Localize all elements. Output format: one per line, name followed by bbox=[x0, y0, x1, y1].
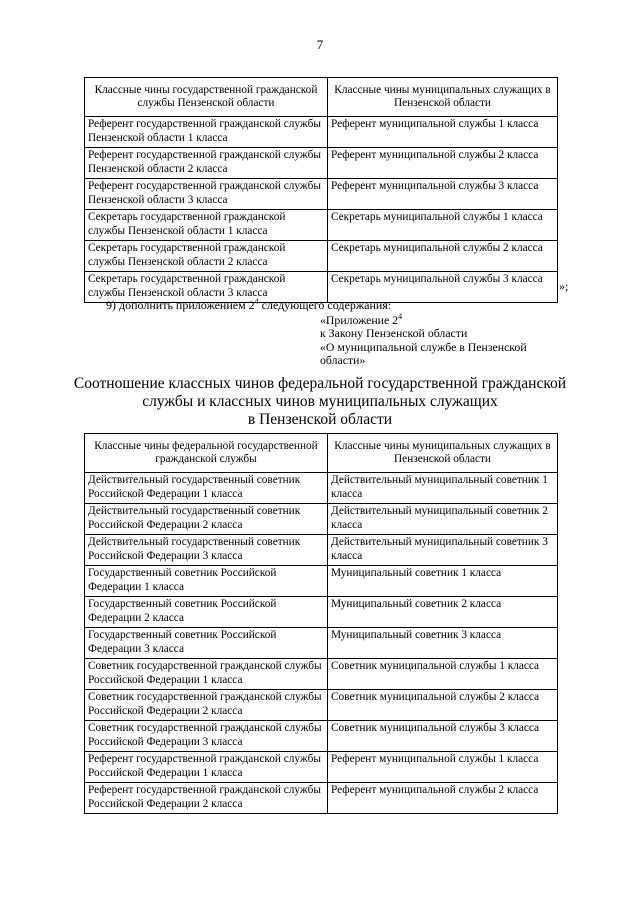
table-row bbox=[85, 659, 558, 690]
state-rank-cell: Действительный государственный советник Российской Федерации 2 класса bbox=[85, 504, 328, 535]
state-rank-cell: Референт государственной гражданской службы Пензенской области 2 класса bbox=[85, 148, 328, 179]
table-header-row bbox=[85, 434, 558, 473]
state-rank-cell: Действительный государственный советник Российской Федерации 3 класса bbox=[85, 535, 328, 566]
appendix-superscript: 4 bbox=[398, 312, 403, 321]
page-number: 7 bbox=[316, 37, 324, 52]
state-rank-cell: Референт государственной гражданской службы Российской Федерации 1 класса bbox=[85, 752, 328, 783]
table-row bbox=[85, 783, 558, 814]
state-rank-cell: Секретарь государственной гражданской службы Пензенской области 3 класса bbox=[85, 272, 328, 303]
state-rank-cell: Действительный государственный советник Российской Федерации 1 класса bbox=[85, 473, 328, 504]
table-row bbox=[85, 179, 558, 210]
state-rank-cell: Референт государственной гражданской службы Пензенской области 1 класса bbox=[85, 117, 328, 148]
municipal-rank-cell: Референт муниципальной службы 1 класса bbox=[328, 117, 558, 148]
regional-ranks-table bbox=[84, 77, 558, 303]
municipal-rank-cell: Референт муниципальной службы 2 класса bbox=[328, 783, 558, 814]
appendix-reference bbox=[320, 310, 560, 368]
municipal-rank-cell: Советник муниципальной службы 2 класса bbox=[328, 690, 558, 721]
municipal-rank-cell: Муниципальный советник 3 класса bbox=[328, 628, 558, 659]
title-line: в Пензенской области bbox=[247, 411, 393, 428]
municipal-rank-cell: Муниципальный советник 2 класса bbox=[328, 597, 558, 628]
table-row bbox=[85, 535, 558, 566]
municipal-rank-cell: Секретарь муниципальной службы 2 класса bbox=[328, 241, 558, 272]
state-rank-cell: Секретарь государственной гражданской службы Пензенской области 2 класса bbox=[85, 241, 328, 272]
state-rank-cell: Государственный советник Российской Федерации 1 класса bbox=[85, 566, 328, 597]
closing-quote: »; bbox=[559, 279, 569, 293]
table-header-row bbox=[85, 78, 558, 117]
municipal-rank-cell: Секретарь муниципальной службы 3 класса bbox=[328, 272, 558, 303]
municipal-rank-cell: Референт муниципальной службы 1 класса bbox=[328, 752, 558, 783]
municipal-rank-cell: Советник муниципальной службы 3 класса bbox=[328, 721, 558, 752]
municipal-rank-cell: Советник муниципальной службы 1 класса bbox=[328, 659, 558, 690]
state-rank-cell: Советник государственной гражданской службы Российской Федерации 2 класса bbox=[85, 690, 328, 721]
state-rank-cell: Советник государственной гражданской службы Российской Федерации 3 класса bbox=[85, 721, 328, 752]
municipal-rank-cell: Действительный муниципальный советник 1 класса bbox=[328, 473, 558, 504]
table-row bbox=[85, 117, 558, 148]
state-rank-cell: Советник государственной гражданской службы Российской Федерации 1 класса bbox=[85, 659, 328, 690]
state-rank-cell: Государственный советник Российской Федерации 3 класса bbox=[85, 628, 328, 659]
municipal-rank-cell: Действительный муниципальный советник 2 класса bbox=[328, 504, 558, 535]
document-title bbox=[40, 375, 600, 429]
title-line: службы и классных чинов муниципальных служащих bbox=[142, 393, 498, 410]
amendment-text-end: следующего содержания: bbox=[258, 298, 392, 312]
table-row bbox=[85, 721, 558, 752]
table-row bbox=[85, 148, 558, 179]
table-row bbox=[85, 628, 558, 659]
appendix-label: «Приложение 2 bbox=[320, 312, 399, 327]
amendment-superscript: 4 bbox=[254, 297, 259, 306]
appendix-law-title: «О муниципальной службе в Пензенской области» bbox=[320, 339, 527, 368]
column-header: Классные чины муниципальных служащих в Пензенской области bbox=[328, 434, 558, 473]
table-row bbox=[85, 473, 558, 504]
appendix-law-line: к Закону Пензенской области bbox=[320, 326, 468, 341]
table-row bbox=[85, 566, 558, 597]
table-row bbox=[85, 597, 558, 628]
amendment-text: 9) дополнить приложением 2 bbox=[106, 298, 255, 312]
municipal-rank-cell: Муниципальный советник 1 класса bbox=[328, 566, 558, 597]
state-rank-cell: Референт государственной гражданской службы Российской Федерации 2 класса bbox=[85, 783, 328, 814]
state-rank-cell: Государственный советник Российской Федерации 2 класса bbox=[85, 597, 328, 628]
table-row bbox=[85, 752, 558, 783]
state-rank-cell: Секретарь государственной гражданской службы Пензенской области 1 класса bbox=[85, 210, 328, 241]
table-row bbox=[85, 210, 558, 241]
column-header: Классные чины муниципальных служащих в Пензенской области bbox=[328, 78, 558, 117]
title-line: Соотношение классных чинов федеральной государственной гражданской bbox=[73, 375, 567, 392]
municipal-rank-cell: Действительный муниципальный советник 3 класса bbox=[328, 535, 558, 566]
table-row bbox=[85, 241, 558, 272]
table-row bbox=[85, 690, 558, 721]
federal-ranks-table bbox=[84, 433, 558, 814]
column-header: Классные чины федеральной государственной гражданской службы bbox=[85, 434, 328, 473]
municipal-rank-cell: Референт муниципальной службы 3 класса bbox=[328, 179, 558, 210]
municipal-rank-cell: Референт муниципальной службы 2 класса bbox=[328, 148, 558, 179]
state-rank-cell: Референт государственной гражданской службы Пензенской области 3 класса bbox=[85, 179, 328, 210]
table-row bbox=[85, 504, 558, 535]
municipal-rank-cell: Секретарь муниципальной службы 1 класса bbox=[328, 210, 558, 241]
column-header: Классные чины государственной гражданской службы Пензенской области bbox=[85, 78, 328, 117]
